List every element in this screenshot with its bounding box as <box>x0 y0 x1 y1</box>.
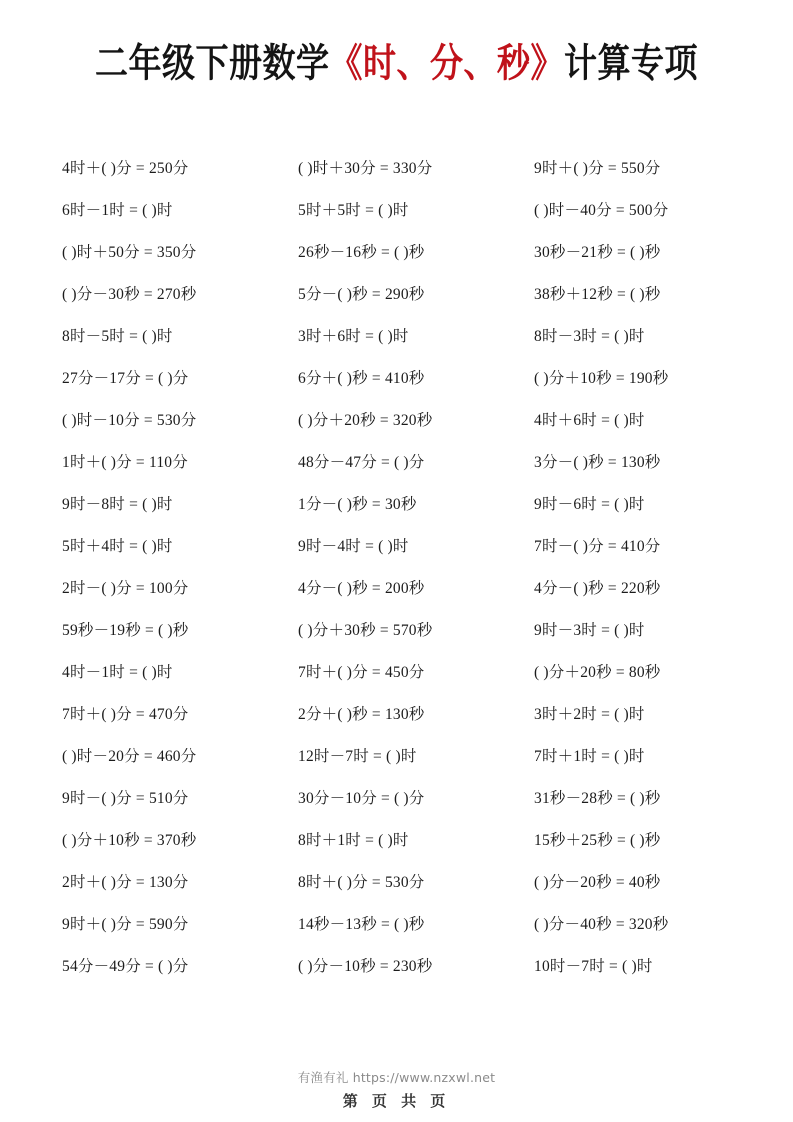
problem-item[interactable]: ( )分＋20秒 = 320秒 <box>298 412 433 429</box>
problem-item[interactable]: 8时＋1时 = ( )时 <box>298 832 409 849</box>
title-prefix: 二年级下册数学 <box>95 41 330 85</box>
problem-item[interactable]: 26秒－16秒 = ( )秒 <box>298 244 425 261</box>
watermark-text: 有渔有礼 https://www.nzxwl.net <box>297 1070 496 1085</box>
problem-item[interactable]: ( )分＋20秒 = 80秒 <box>534 664 661 681</box>
problem-item[interactable]: 7时＋( )分 = 470分 <box>62 706 189 723</box>
problem-item[interactable]: 54分－49分 = ( )分 <box>62 958 189 975</box>
problem-item[interactable]: 8时＋( )分 = 530分 <box>298 874 425 891</box>
problem-item[interactable]: 7时－( )分 = 410分 <box>534 538 661 555</box>
problem-item[interactable]: 2时＋( )分 = 130分 <box>62 874 189 891</box>
problem-item[interactable]: 12时－7时 = ( )时 <box>298 748 417 765</box>
problem-item[interactable]: 6分＋( )秒 = 410秒 <box>298 370 425 387</box>
title-text <box>95 40 698 87</box>
problem-item[interactable]: ( )时－10分 = 530分 <box>62 412 197 429</box>
problem-item[interactable]: 9时－3时 = ( )时 <box>534 622 645 639</box>
problem-item[interactable]: ( )时－20分 = 460分 <box>62 748 197 765</box>
title-highlight: 《时、分、秒》 <box>329 41 564 85</box>
problem-item[interactable]: 2分＋( )秒 = 130秒 <box>298 706 425 723</box>
problem-item[interactable]: 9时－( )分 = 510分 <box>62 790 189 807</box>
page-title <box>0 40 793 85</box>
problem-item[interactable]: 5时＋4时 = ( )时 <box>62 538 173 555</box>
problem-item[interactable]: 27分－17分 = ( )分 <box>62 370 189 387</box>
problem-item[interactable]: 4时＋6时 = ( )时 <box>534 412 645 429</box>
problem-item[interactable]: ( )分－40秒 = 320秒 <box>534 916 669 933</box>
problem-column-1 <box>62 148 298 988</box>
problem-item[interactable]: 7时＋( )分 = 450分 <box>298 664 425 681</box>
problem-item[interactable]: ( )时＋50分 = 350分 <box>62 244 197 261</box>
problem-item[interactable]: ( )分－20秒 = 40秒 <box>534 874 661 891</box>
problem-item[interactable]: 38秒＋12秒 = ( )秒 <box>534 286 661 303</box>
problem-item[interactable]: 48分－47分 = ( )分 <box>298 454 425 471</box>
problem-item[interactable]: 6时－1时 = ( )时 <box>62 202 173 219</box>
problem-item[interactable]: 8时－5时 = ( )时 <box>62 328 173 345</box>
problem-item[interactable]: 3时＋2时 = ( )时 <box>534 706 645 723</box>
problem-item[interactable]: 3分－( )秒 = 130秒 <box>534 454 661 471</box>
problem-item[interactable]: 9时＋( )分 = 550分 <box>534 160 661 177</box>
problem-item[interactable]: 9时＋( )分 = 590分 <box>62 916 189 933</box>
problem-item[interactable]: 15秒＋25秒 = ( )秒 <box>534 832 661 849</box>
problem-item[interactable]: 3时＋6时 = ( )时 <box>298 328 409 345</box>
problem-item[interactable]: 30秒－21秒 = ( )秒 <box>534 244 661 261</box>
problem-item[interactable]: 4分－( )秒 = 200秒 <box>298 580 425 597</box>
problem-item[interactable]: ( )分－30秒 = 270秒 <box>62 286 197 303</box>
page-indicator: 第 页 共 页 <box>342 1093 451 1110</box>
problem-item[interactable]: 30分－10分 = ( )分 <box>298 790 425 807</box>
problem-item[interactable]: 5时＋5时 = ( )时 <box>298 202 409 219</box>
problem-column-2 <box>298 148 534 988</box>
problem-item[interactable]: 59秒－19秒 = ( )秒 <box>62 622 189 639</box>
problem-item[interactable]: ( )时＋30分 = 330分 <box>298 160 433 177</box>
problem-item[interactable]: 9时－6时 = ( )时 <box>534 496 645 513</box>
problem-item[interactable]: 5分－( )秒 = 290秒 <box>298 286 425 303</box>
problem-item[interactable]: ( )时－40分 = 500分 <box>534 202 669 219</box>
problem-item[interactable]: 9时－8时 = ( )时 <box>62 496 173 513</box>
problem-item[interactable]: 14秒－13秒 = ( )秒 <box>298 916 425 933</box>
title-suffix: 计算专项 <box>564 41 698 85</box>
problem-item[interactable]: 1时＋( )分 = 110分 <box>62 454 188 471</box>
problem-item[interactable]: 7时＋1时 = ( )时 <box>534 748 645 765</box>
problem-item[interactable]: 4时－1时 = ( )时 <box>62 664 173 681</box>
problem-item[interactable]: 2时－( )分 = 100分 <box>62 580 189 597</box>
problem-item[interactable]: 4时＋( )分 = 250分 <box>62 160 189 177</box>
problem-grid <box>62 148 734 988</box>
problem-column-3 <box>534 148 734 988</box>
problem-item[interactable]: 1分－( )秒 = 30秒 <box>298 496 417 513</box>
problem-item[interactable]: 8时－3时 = ( )时 <box>534 328 645 345</box>
problem-item[interactable]: ( )分－10秒 = 230秒 <box>298 958 433 975</box>
problem-item[interactable]: 9时－4时 = ( )时 <box>298 538 409 555</box>
problem-item[interactable]: ( )分＋10秒 = 370秒 <box>62 832 197 849</box>
problem-item[interactable]: ( )分＋10秒 = 190秒 <box>534 370 669 387</box>
problem-item[interactable]: 4分－( )秒 = 220秒 <box>534 580 661 597</box>
problem-item[interactable]: 10时－7时 = ( )时 <box>534 958 653 975</box>
problem-item[interactable]: 31秒－28秒 = ( )秒 <box>534 790 661 807</box>
problem-item[interactable]: ( )分＋30秒 = 570秒 <box>298 622 433 639</box>
